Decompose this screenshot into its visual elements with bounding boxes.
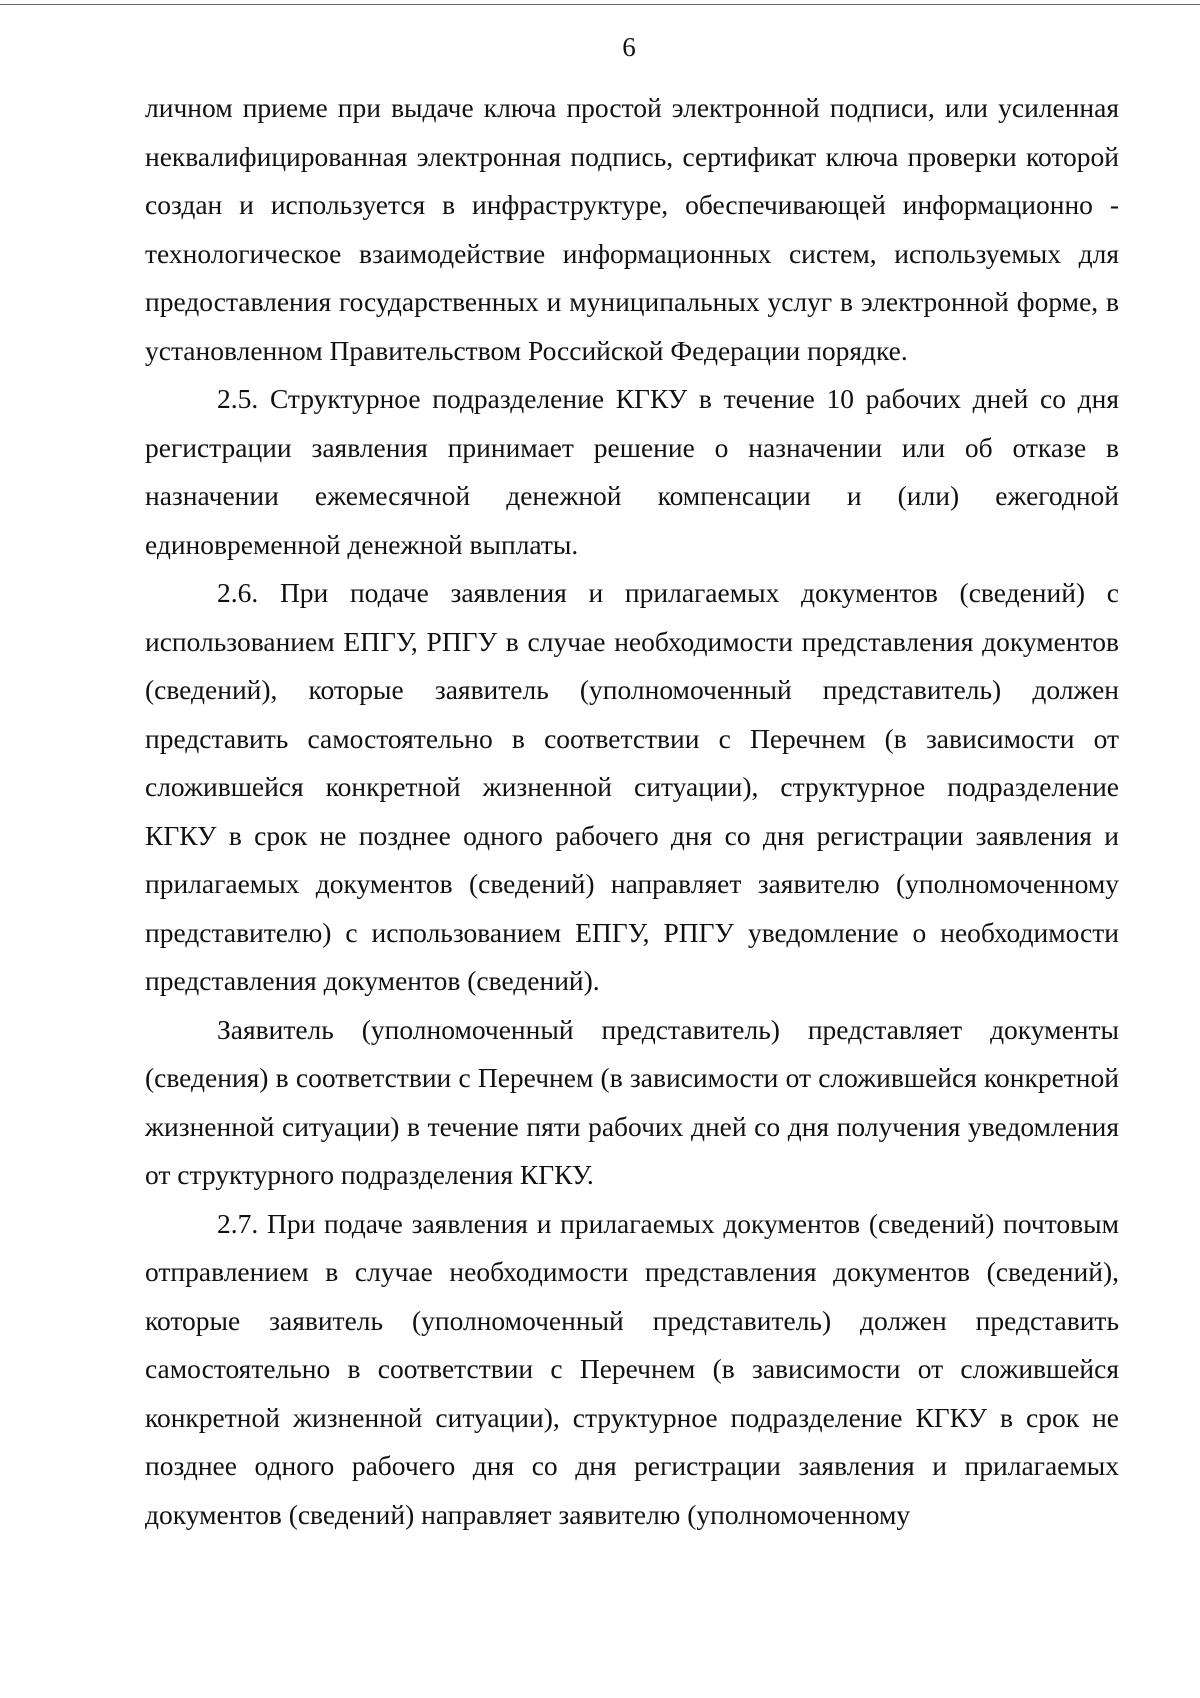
paragraph-2-5: 2.5. Структурное подразделение КГКУ в течение 10 рабочих дней со дня регистрации заявления принимает решение о назначении или об отказе в назначении ежемесячной денежной компенсации и (или) ежегодной единовременной денежной выплаты. — [145, 383, 1119, 560]
paragraph-applicant-response: Заявитель (уполномоченный представитель) представляет документы (сведения) в соответствии с Перечнем (в зависимости от сложившейся конкретной жизненной ситуации) в течение пяти рабочих дней со дня получения уведомления от структурного подразделения КГКУ. — [145, 1013, 1119, 1190]
page-number: 6 — [622, 32, 636, 62]
paragraph-continuation: личном приеме при выдаче ключа простой электронной подписи, или усиленная неквалифицированная электронная подпись, сертификат ключа проверки которой создан и используется в инфраструктуре, обеспечивающей информационно - технологическое взаимодействие информационных систем, используемых для предоставления государственных и муниципальных услуг в электронной форме, в установленном Правительством Российской Федерации порядке. — [145, 92, 1119, 366]
document-body — [145, 84, 1119, 1539]
paragraph-2-7: 2.7. При подаче заявления и прилагаемых документов (сведений) почтовым отправлением в случае необходимости представления документов (сведений), которые заявитель (уполномоченный представитель) должен представить самостоятельно в соответствии с Перечнем (в зависимости от сложившейся конкретной жизненной ситуации), структурное подразделение КГКУ в срок не позднее одного рабочего дня со дня регистрации заявления и прилагаемых документов (сведений) направляет заявителю (уполномоченному — [145, 1207, 1119, 1530]
paragraph-2-6: 2.6. При подаче заявления и прилагаемых документов (сведений) с использованием ЕПГУ, РПГУ в случае необходимости представления документов (сведений), которые заявитель (уполномоченный представитель) должен представить самостоятельно в соответствии с Перечнем (в зависимости от сложившейся конкретной жизненной ситуации), структурное подразделение КГКУ в срок не позднее одного рабочего дня со дня регистрации заявления и прилагаемых документов (сведений) направляет заявителю (уполномоченному представителю) с использованием ЕПГУ, РПГУ уведомление о необходимости представления документов (сведений). — [145, 577, 1119, 996]
top-border-line — [0, 4, 1200, 5]
